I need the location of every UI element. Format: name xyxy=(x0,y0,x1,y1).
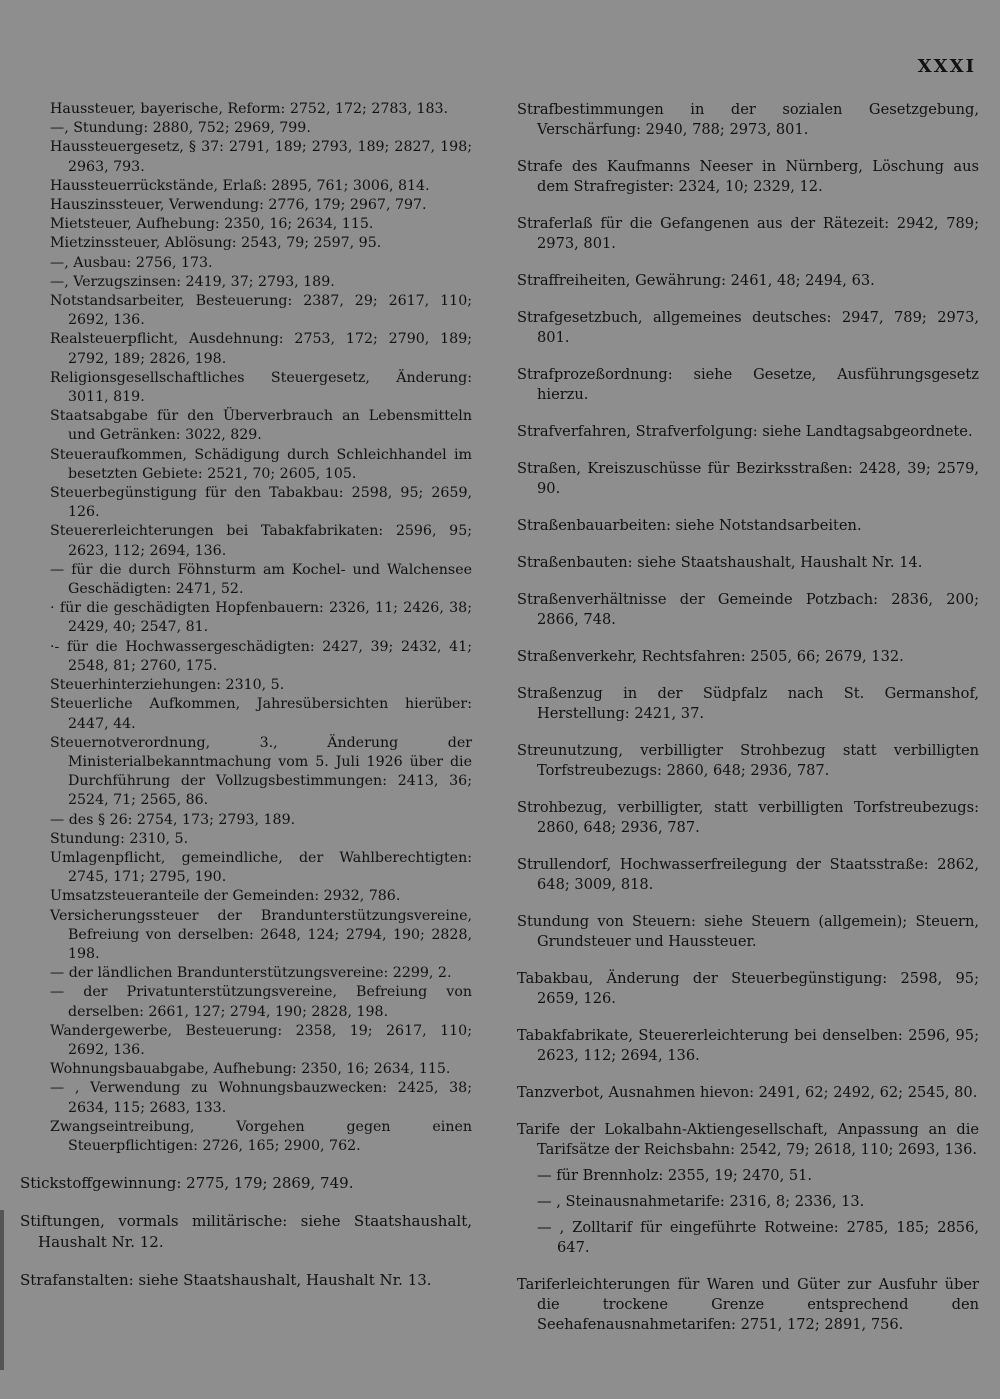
index-entry: — , Zolltarif für eingeführte Rotweine: 2785, 185; 2856, 647. xyxy=(537,1219,979,1256)
index-entry: Haussteuergesetz, § 37: 2791, 189; 2793, 189; 2827, 198; 2963, 793. xyxy=(50,139,472,175)
index-entry: · für die geschädigten Hopfenbauern: 2326, 11; 2426, 38; 2429, 40; 2547, 81. xyxy=(50,600,472,636)
index-entry: Straßenzug in der Südpfalz nach St. Germanshof, Herstellung: 2421, 37. xyxy=(517,685,979,722)
index-entry: — für Brennholz: 2355, 19; 2470, 51. xyxy=(537,1167,813,1184)
index-entry: Stundung: 2310, 5. xyxy=(50,830,189,847)
index-entry: Steuerliche Aufkommen, Jahresübersichten hierüber: 2447, 44. xyxy=(50,696,472,732)
index-entry: Mietzinssteuer, Ablösung: 2543, 79; 2597, 95. xyxy=(50,235,382,252)
index-entry: Straßenverkehr, Rechtsfahren: 2505, 66; 2679, 132. xyxy=(517,648,904,665)
index-entry: Strafbestimmungen in der sozialen Gesetzgebung, Verschärfung: 2940, 788; 2973, 801. xyxy=(517,101,979,138)
index-entry: Strohbezug, verbilligter, statt verbilligten Torfstreubezugs: 2860, 648; 2936, 787. xyxy=(517,799,979,836)
index-entry: Straßenbauten: siehe Staatshaushalt, Haushalt Nr. 14. xyxy=(517,554,923,571)
index-entry: Strullendorf, Hochwasserfreilegung der Staatsstraße: 2862, 648; 3009, 818. xyxy=(517,856,979,893)
index-entry: Staatsabgabe für den Überverbrauch an Lebensmitteln und Getränken: 3022, 829. xyxy=(50,408,472,444)
index-entry: Straferlaß für die Gefangenen aus der Rätezeit: 2942, 789; 2973, 801. xyxy=(517,215,979,252)
index-column-right xyxy=(517,100,979,1352)
index-entry: Straßenbauarbeiten: siehe Notstandsarbeiten. xyxy=(517,517,862,534)
index-entry: Stundung von Steuern: siehe Steuern (allgemein); Steuern, Grundsteuer und Haussteuer. xyxy=(517,913,979,950)
index-entry: —, Ausbau: 2756, 173. xyxy=(50,254,213,271)
index-entry: —, Verzugszinsen: 2419, 37; 2793, 189. xyxy=(50,273,335,290)
index-entry: Tanzverbot, Ausnahmen hievon: 2491, 62; 2492, 62; 2545, 80. xyxy=(517,1084,978,1101)
index-entry: Tariferleichterungen für Waren und Güter zur Ausfuhr über die trockene Grenze entsprechend den Seehafenausnahmetarifen: 2751, 172; 2891, 756. xyxy=(517,1276,979,1333)
index-entry: Zwangseintreibung, Vorgehen gegen einen Steuerpflichtigen: 2726, 165; 2900, 762. xyxy=(50,1118,472,1154)
page-number: XXXI xyxy=(917,56,976,77)
index-entry: — des § 26: 2754, 173; 2793, 189. xyxy=(50,811,296,828)
index-entry: — , Verwendung zu Wohnungsbauzwecken: 2425, 38; 2634, 115; 2683, 133. xyxy=(50,1080,472,1116)
index-entry: Strafgesetzbuch, allgemeines deutsches: 2947, 789; 2973, 801. xyxy=(517,309,979,346)
index-entry: Umsatzsteueranteile der Gemeinden: 2932, 786. xyxy=(50,888,401,905)
index-entry: Realsteuerpflicht, Ausdehnung: 2753, 172; 2790, 189; 2792, 189; 2826, 198. xyxy=(50,331,472,367)
index-entry: Tarife der Lokalbahn-Aktiengesellschaft, Anpassung an die Tarifsätze der Reichsbahn: 2542, 79; 2618, 110; 2693, 136. xyxy=(517,1121,979,1158)
index-entry: Haussteuer, bayerische, Reform: 2752, 172; 2783, 183. xyxy=(50,101,449,117)
index-entry: Hauszinssteuer, Verwendung: 2776, 179; 2967, 797. xyxy=(50,197,427,214)
index-entry: Streunutzung, verbilligter Strohbezug statt verbilligten Torfstreubezugs: 2860, 648; 2936, 787. xyxy=(517,742,979,779)
index-entry: Notstandsarbeiter, Besteuerung: 2387, 29; 2617, 110; 2692, 136. xyxy=(50,293,472,329)
page-edge-shadow xyxy=(0,1210,4,1370)
index-entry: Mietsteuer, Aufhebung: 2350, 16; 2634, 115. xyxy=(50,216,374,233)
index-entry: Steuerbegünstigung für den Tabakbau: 2598, 95; 2659, 126. xyxy=(50,485,472,521)
index-entry: Strafanstalten: siehe Staatshaushalt, Haushalt Nr. 13. xyxy=(20,1271,432,1290)
index-column-left xyxy=(20,100,472,1291)
index-entry: Straßenverhältnisse der Gemeinde Potzbach: 2836, 200; 2866, 748. xyxy=(517,591,979,628)
index-entry: — der ländlichen Brandunterstützungsvereine: 2299, 2. xyxy=(50,965,452,982)
index-entry: Wandergewerbe, Besteuerung: 2358, 19; 2617, 110; 2692, 136. xyxy=(50,1022,472,1058)
index-entry: Straßen, Kreiszuschüsse für Bezirksstraßen: 2428, 39; 2579, 90. xyxy=(517,460,979,497)
index-entry: Religionsgesellschaftliches Steuergesetz, Änderung: 3011, 819. xyxy=(50,369,472,406)
index-entry: Wohnungsbauabgabe, Aufhebung: 2350, 16; 2634, 115. xyxy=(50,1061,451,1078)
index-entry: Tabakbau, Änderung der Steuerbegünstigung: 2598, 95; 2659, 126. xyxy=(517,970,979,1007)
index-entry: Stiftungen, vormals militärische: siehe Staatshaushalt, Haushalt Nr. 12. xyxy=(20,1212,472,1252)
index-entry: — der Privatunterstützungsvereine, Befreiung von derselben: 2661, 127; 2794, 190; 2828, 198. xyxy=(50,984,472,1020)
index-entry: —, Stundung: 2880, 752; 2969, 799. xyxy=(50,120,311,137)
index-entry: Strafprozeßordnung: siehe Gesetze, Ausführungsgesetz hierzu. xyxy=(517,366,979,403)
index-entry: — , Steinausnahmetarife: 2316, 8; 2336, 13. xyxy=(537,1193,865,1210)
index-entry: Tabakfabrikate, Steuererleichterung bei denselben: 2596, 95; 2623, 112; 2694, 136. xyxy=(517,1027,979,1064)
index-entry: Strafverfahren, Strafverfolgung: siehe Landtagsabgeordnete. xyxy=(517,423,973,440)
index-entry: Steuererleichterungen bei Tabakfabrikaten: 2596, 95; 2623, 112; 2694, 136. xyxy=(50,523,472,559)
index-entry: Steuernotverordnung, 3., Änderung der Ministerialbekanntmachung vom 5. Juli 1926 über die Durchführung der Vollzugsbestimmungen: 2413, 36; 2524, 71; 2565, 86. xyxy=(50,734,472,809)
index-entry: Stickstoffgewinnung: 2775, 179; 2869, 749. xyxy=(20,1174,354,1193)
index-entry: Strafe des Kaufmanns Neeser in Nürnberg, Löschung aus dem Strafregister: 2324, 10; 2329, 12. xyxy=(517,158,979,195)
index-entry: Versicherungssteuer der Brandunterstützungsvereine, Befreiung von derselben: 2648, 124; 2794, 190; 2828, 198. xyxy=(50,907,472,962)
index-entry: Umlagenpflicht, gemeindliche, der Wahlberechtigten: 2745, 171; 2795, 190. xyxy=(50,849,472,886)
index-entry: Steuerhinterziehungen: 2310, 5. xyxy=(50,677,285,694)
index-entry: Haussteuerrückstände, Erlaß: 2895, 761; 3006, 814. xyxy=(50,177,430,194)
index-entry: ·- für die Hochwassergeschädigten: 2427, 39; 2432, 41; 2548, 81; 2760, 175. xyxy=(50,638,472,674)
index-entry: Steueraufkommen, Schädigung durch Schleichhandel im besetzten Gebiete: 2521, 70; 2605, 105. xyxy=(50,446,472,482)
index-entry: — für die durch Föhnsturm am Kochel- und Walchensee Geschädigten: 2471, 52. xyxy=(50,561,472,598)
index-entry: Straffreiheiten, Gewährung: 2461, 48; 2494, 63. xyxy=(517,272,875,289)
